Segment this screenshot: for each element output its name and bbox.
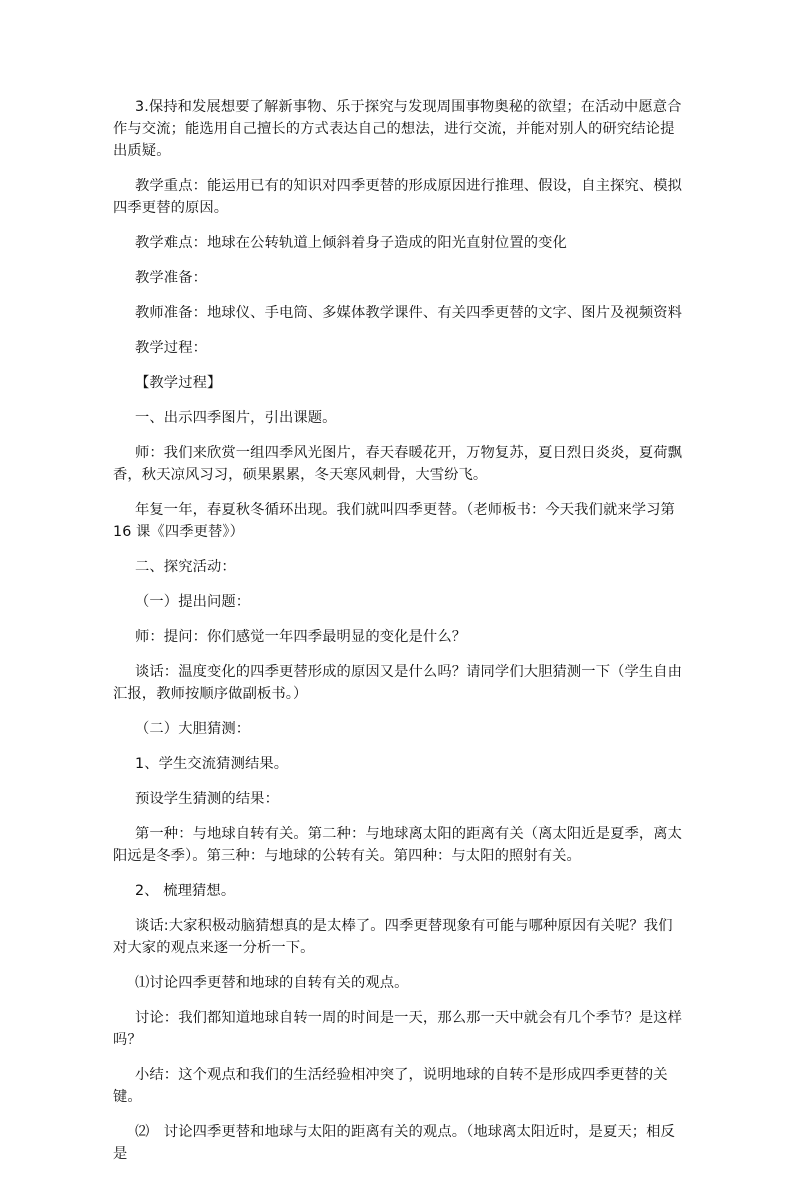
exchange-results-item: 1、学生交流猜测结果。 [135,756,289,772]
discussion-paragraph: 谈话：温度变化的四季更替形成的原因又是什么吗？请同学们大胆猜测一下（学生自由汇报，教师按顺序做副板书。） [113,664,683,702]
teacher-question: 师：提问：你们感觉一年四季最明显的变化是什么？ [135,629,467,645]
teaching-focus: 教学重点：能运用已有的知识对四季更替的形成原因进行推理、假设，自主探究、模拟四季更替的原因。 [113,178,683,216]
discuss-distance-item: ⑵ 讨论四季更替和地球与太阳的距离有关的观点。（地球离太阳近时，是夏天；相反是 [113,1124,675,1162]
teaching-difficulty: 教学难点：地球在公转轨道上倾斜着身子造成的阳光直射位置的变化 [135,235,567,251]
teacher-intro-paragraph: 师：我们来欣赏一组四季风光图片，春天春暖花开，万物复苏，夏日烈日炎炎，夏荷飘香，秋天凉风习习，硕果累累，冬天寒风刺骨，大雪纷飞。 [113,445,683,483]
teacher-preparation: 教师准备：地球仪、手电筒、多媒体教学课件、有关四季更替的文字、图片及视频资料 [135,305,683,321]
teaching-process-label: 【教学过程】 [135,375,222,391]
teaching-process-heading: 教学过程： [135,340,207,356]
cycle-paragraph: 年复一年，春夏秋冬循环出现。我们就叫四季更替。（老师板书：今天我们就来学习第 16 课《四季更替》） [113,502,675,540]
section-two-heading: 二、探究活动： [135,559,236,575]
sort-guesses-item: 2、 梳理猜想。 [135,883,236,899]
subsection-ask-question: （一）提出问题： [135,594,251,610]
document-body [113,96,683,1178]
analysis-talk-paragraph: 谈话:大家积极动脑猜想真的是太棒了。四季更替现象有可能与哪种原因有关呢？我们对大家的观点来逐一分析一下。 [113,918,673,956]
rotation-summary-paragraph: 小结：这个观点和我们的生活经验相冲突了，说明地球的自转不是形成四季更替的关键。 [113,1067,668,1105]
discuss-rotation-item: ⑴讨论四季更替和地球的自转有关的观点。 [135,975,409,991]
objective-paragraph: 3.保持和发展想要了解新事物、乐于探究与发现周围事物奥秘的欲望；在活动中愿意合作与交流；能选用自己擅长的方式表达自己的想法，进行交流，并能对别人的研究结论提出质疑。 [113,99,682,159]
preset-results-label: 预设学生猜测的结果： [135,791,279,807]
teaching-preparation-heading: 教学准备： [135,270,207,286]
subsection-bold-guess: （二）大胆猜测： [135,721,251,737]
rotation-discussion-paragraph: 讨论：我们都知道地球自转一周的时间是一天，那么那一天中就会有几个季节？是这样吗？ [113,1010,683,1048]
section-one-heading: 一、出示四季图片，引出课题。 [135,410,337,426]
guess-types-paragraph: 第一种：与地球自转有关。第二种：与地球离太阳的距离有关（离太阳近是夏季，离太阳远是冬季）。第三种：与地球的公转有关。第四种：与太阳的照射有关。 [113,826,683,864]
